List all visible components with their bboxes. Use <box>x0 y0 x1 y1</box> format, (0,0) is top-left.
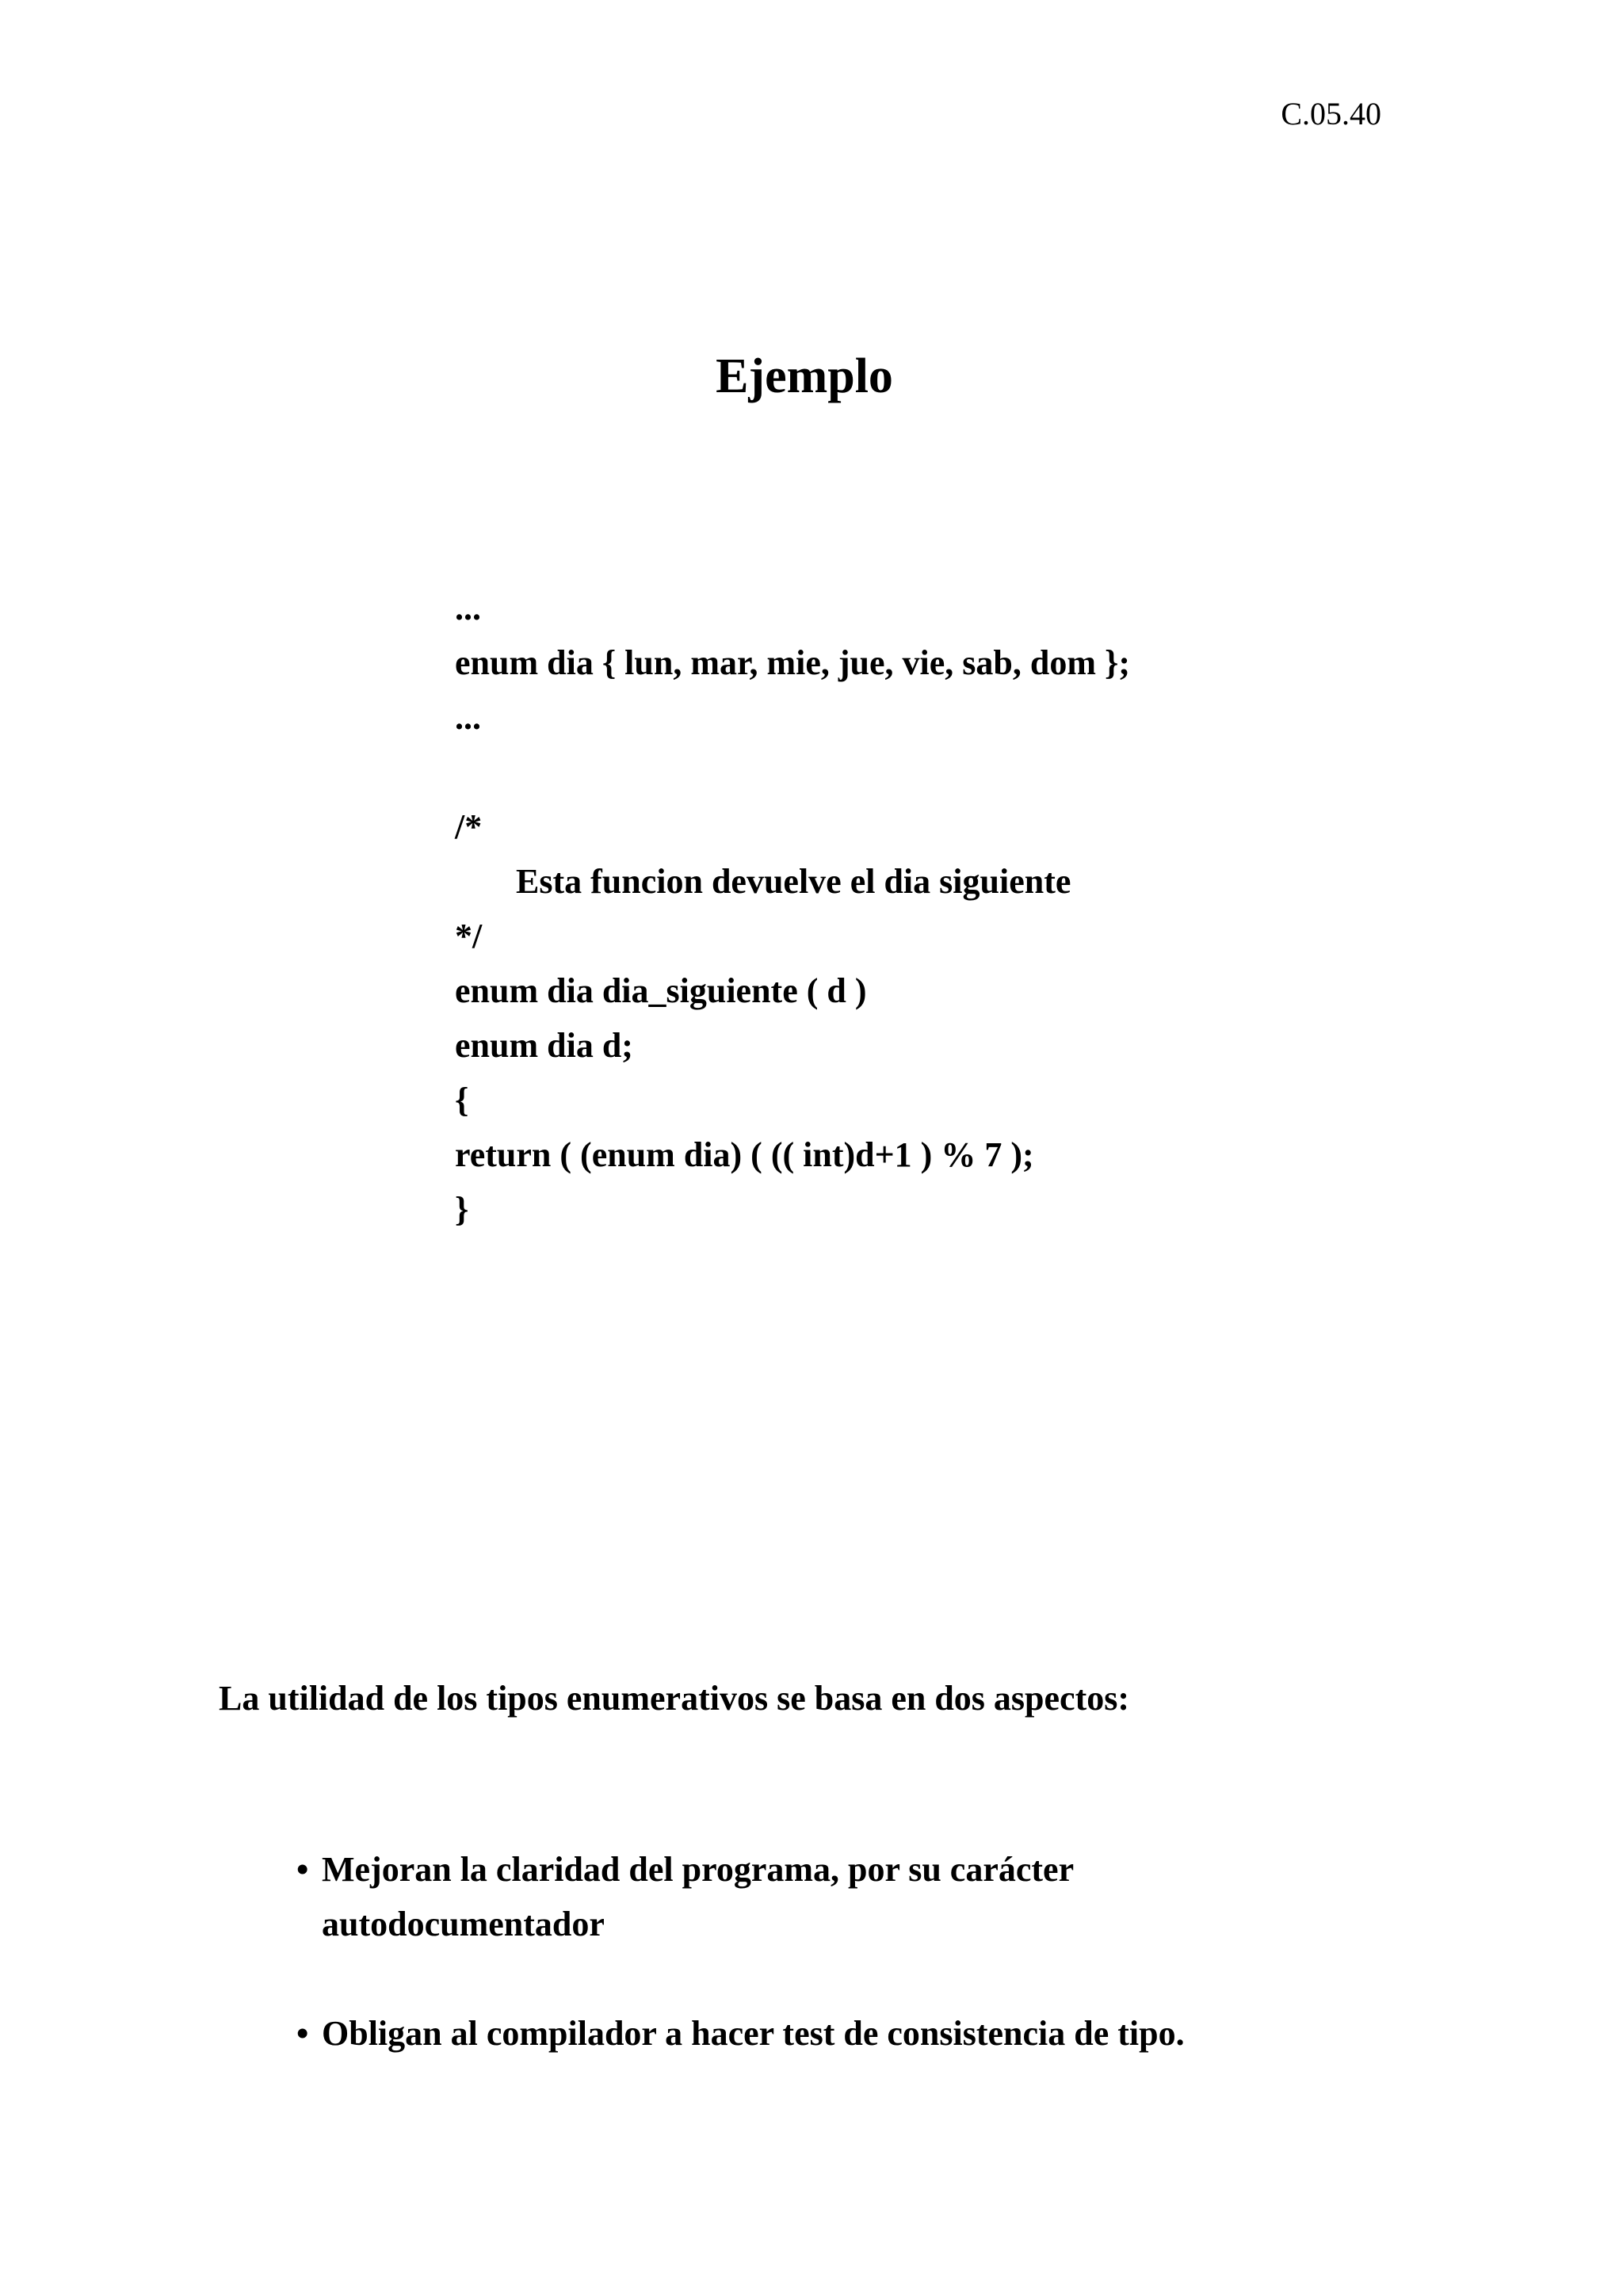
bullet-item <box>296 1842 1193 1951</box>
code-blank-line <box>455 745 1130 799</box>
code-block <box>455 581 1130 1237</box>
code-line: } <box>455 1190 469 1229</box>
code-line: { <box>455 1081 469 1119</box>
code-line: */ <box>455 917 483 955</box>
code-line: enum dia d; <box>455 1026 633 1065</box>
code-line: ... <box>455 698 481 737</box>
bullet-list <box>296 1842 1193 2061</box>
code-comment-line: Esta funcion devuelve el dia siguiente <box>516 862 1071 901</box>
code-line: ... <box>455 589 481 627</box>
bullet-icon: • <box>296 2014 309 2053</box>
bullet-text: Obligan al compilador a hacer test de consistencia de tipo. <box>322 2014 1185 2053</box>
page-title: Ejemplo <box>716 349 893 403</box>
code-line: enum dia { lun, mar, mie, jue, vie, sab, dom }; <box>455 643 1130 682</box>
code-line: enum dia dia_siguiente ( d ) <box>455 971 867 1010</box>
code-line: /* <box>455 807 483 846</box>
code-line: return ( (enum dia) ( (( int)d+1 ) % 7 ); <box>455 1135 1034 1174</box>
page-number: C.05.40 <box>1281 96 1381 132</box>
bullet-item <box>296 2006 1193 2061</box>
summary-text: La utilidad de los tipos enumerativos se basa en dos aspectos: <box>219 1679 1130 1718</box>
bullet-icon: • <box>296 1850 309 1889</box>
bullet-text: Mejoran la claridad del programa, por su carácter autodocumentador <box>322 1850 1074 1943</box>
